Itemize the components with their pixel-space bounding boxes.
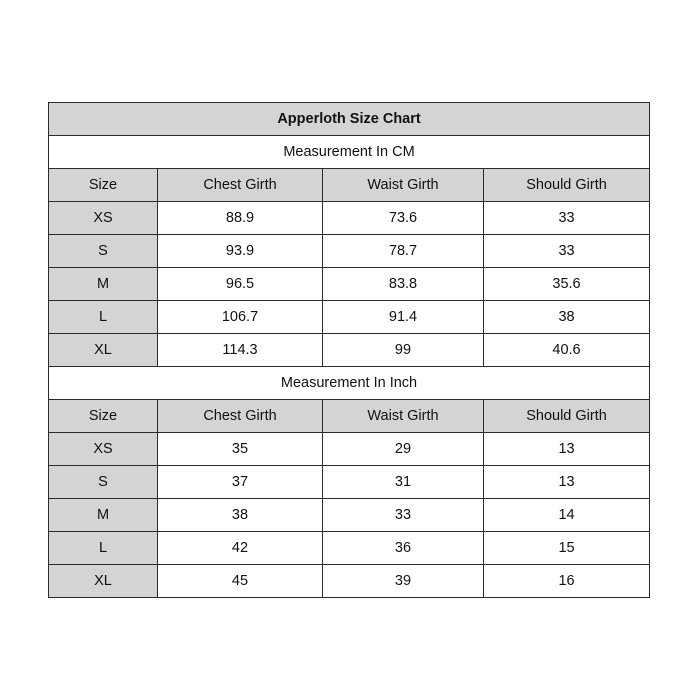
measurement-cell: 35.6 <box>484 268 650 301</box>
table-row <box>49 433 650 466</box>
measurement-cell: 114.3 <box>158 334 323 367</box>
measurement-cell: 38 <box>158 499 323 532</box>
title-row <box>49 103 650 136</box>
size-label-cell: XL <box>49 565 158 598</box>
column-header: Should Girth <box>484 169 650 202</box>
table-row <box>49 235 650 268</box>
measurement-cell: 88.9 <box>158 202 323 235</box>
measurement-cell: 38 <box>484 301 650 334</box>
size-label-cell: M <box>49 499 158 532</box>
measurement-cell: 78.7 <box>323 235 484 268</box>
measurement-cell: 33 <box>484 235 650 268</box>
section-heading-inch: Measurement In Inch <box>49 367 650 400</box>
table-row <box>49 334 650 367</box>
table-row <box>49 466 650 499</box>
measurement-cell: 33 <box>484 202 650 235</box>
measurement-cell: 31 <box>323 466 484 499</box>
measurement-cell: 45 <box>158 565 323 598</box>
table-row <box>49 202 650 235</box>
size-label-cell: L <box>49 301 158 334</box>
column-header: Chest Girth <box>158 400 323 433</box>
column-header: Size <box>49 169 158 202</box>
column-header: Should Girth <box>484 400 650 433</box>
table-row <box>49 565 650 598</box>
table-row <box>49 268 650 301</box>
size-label-cell: S <box>49 466 158 499</box>
measurement-cell: 83.8 <box>323 268 484 301</box>
size-chart-table <box>48 102 650 598</box>
column-header: Size <box>49 400 158 433</box>
measurement-cell: 93.9 <box>158 235 323 268</box>
measurement-cell: 14 <box>484 499 650 532</box>
size-label-cell: S <box>49 235 158 268</box>
measurement-cell: 37 <box>158 466 323 499</box>
section-heading-row-inch <box>49 367 650 400</box>
measurement-cell: 39 <box>323 565 484 598</box>
measurement-cell: 99 <box>323 334 484 367</box>
column-header: Chest Girth <box>158 169 323 202</box>
measurement-cell: 91.4 <box>323 301 484 334</box>
column-header-row-cm <box>49 169 650 202</box>
section-heading-cm: Measurement In CM <box>49 136 650 169</box>
measurement-cell: 106.7 <box>158 301 323 334</box>
column-header: Waist Girth <box>323 400 484 433</box>
table-row <box>49 532 650 565</box>
size-label-cell: XS <box>49 433 158 466</box>
size-label-cell: XL <box>49 334 158 367</box>
size-label-cell: L <box>49 532 158 565</box>
section-heading-row-cm <box>49 136 650 169</box>
measurement-cell: 73.6 <box>323 202 484 235</box>
measurement-cell: 96.5 <box>158 268 323 301</box>
measurement-cell: 13 <box>484 433 650 466</box>
size-chart-body <box>49 103 650 598</box>
column-header-row-inch <box>49 400 650 433</box>
measurement-cell: 13 <box>484 466 650 499</box>
column-header: Waist Girth <box>323 169 484 202</box>
size-label-cell: XS <box>49 202 158 235</box>
chart-title: Apperloth Size Chart <box>49 103 650 136</box>
table-row <box>49 301 650 334</box>
measurement-cell: 29 <box>323 433 484 466</box>
measurement-cell: 15 <box>484 532 650 565</box>
measurement-cell: 36 <box>323 532 484 565</box>
size-label-cell: M <box>49 268 158 301</box>
measurement-cell: 40.6 <box>484 334 650 367</box>
measurement-cell: 33 <box>323 499 484 532</box>
measurement-cell: 35 <box>158 433 323 466</box>
measurement-cell: 16 <box>484 565 650 598</box>
table-row <box>49 499 650 532</box>
measurement-cell: 42 <box>158 532 323 565</box>
